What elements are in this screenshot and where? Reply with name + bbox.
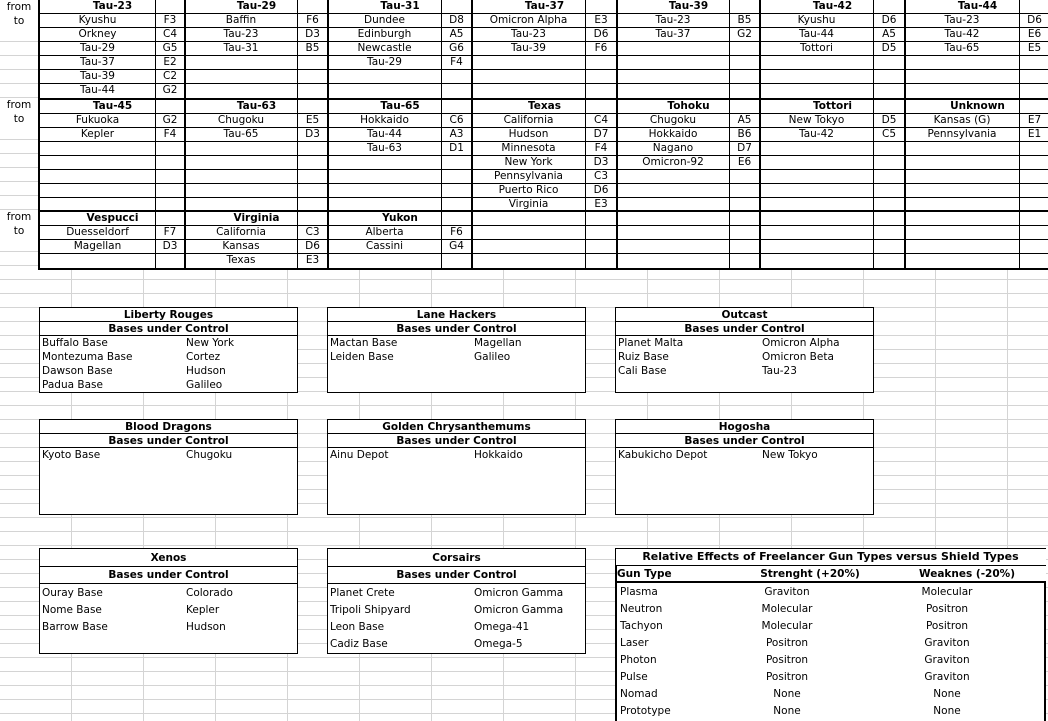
route-destination: Omicron-92	[642, 156, 704, 168]
route-destination: Omicron Alpha	[489, 14, 568, 26]
base-system: Galileo	[474, 351, 511, 363]
system-header: Virginia	[233, 212, 280, 224]
route-sector: G5	[162, 42, 178, 54]
route-destination: Baffin	[225, 14, 257, 26]
gun-strength: Molecular	[761, 603, 813, 615]
route-destination: Puerto Rico	[498, 184, 559, 196]
divider	[615, 581, 1046, 583]
route-sector: C4	[593, 114, 608, 126]
route-sector: B5	[737, 14, 752, 26]
base-system: Omicron Gamma	[474, 604, 564, 616]
gun-weakness: None	[933, 688, 961, 700]
route-destination: Texas	[226, 254, 256, 266]
route-destination: Magellan	[73, 240, 122, 252]
row-line	[40, 69, 1048, 70]
route-sector: G4	[449, 240, 464, 252]
route-sector: E5	[305, 114, 320, 126]
system-header: Tau-37	[524, 0, 565, 12]
divider	[40, 583, 297, 584]
route-destination: Tau-44	[799, 28, 834, 40]
base-name: Dawson Base	[42, 365, 113, 377]
base-name: Leon Base	[330, 621, 385, 633]
gun-table-header: Gun Type	[617, 568, 672, 580]
route-destination: Edinburgh	[357, 28, 412, 40]
route-destination: Tau-37	[655, 28, 691, 40]
route-sector: C6	[449, 114, 464, 126]
route-sector: D6	[1027, 14, 1042, 26]
route-destination: Tau-65	[223, 128, 259, 140]
gun-strength: None	[773, 688, 801, 700]
system-header: Tau-45	[92, 100, 133, 112]
gun-strength: Positron	[765, 654, 809, 666]
gun-strength: Molecular	[761, 620, 813, 632]
faction-box	[327, 548, 586, 654]
to-label: to	[0, 14, 38, 28]
gun-weakness: Graviton	[924, 637, 970, 649]
route-destination: Tau-44	[367, 128, 402, 140]
gun-type: Prototype	[620, 705, 671, 717]
route-destination: Virginia	[508, 198, 549, 210]
faction-name: Outcast	[721, 309, 768, 321]
faction-name: Hogosha	[718, 421, 771, 433]
base-system: Kepler	[186, 604, 220, 616]
route-sector: E6	[1027, 28, 1042, 40]
base-name: Cali Base	[618, 365, 667, 377]
system-header: Tohoku	[667, 100, 710, 112]
base-system: New Tokyo	[762, 449, 818, 461]
route-sector: D3	[162, 240, 178, 252]
gun-weakness: Positron	[925, 603, 969, 615]
route-destination: Pennsylvania	[494, 170, 563, 182]
route-group-2	[38, 98, 1048, 214]
base-name: Cadiz Base	[330, 638, 388, 650]
route-sector: F4	[450, 56, 463, 68]
route-sector: E6	[737, 156, 752, 168]
gun-table-title: Relative Effects of Freelancer Gun Types versus Shield Types	[642, 550, 1019, 563]
base-name: Montezuma Base	[42, 351, 133, 363]
faction-subtitle: Bases under Control	[108, 569, 229, 581]
route-sector: D3	[305, 128, 320, 140]
route-destination: Tau-23	[944, 14, 980, 26]
route-sector: E3	[594, 14, 608, 26]
divider	[615, 548, 1046, 549]
route-destination: Dundee	[364, 14, 405, 26]
route-destination: California	[503, 114, 554, 126]
base-system: Hudson	[186, 621, 226, 633]
faction-name: Corsairs	[432, 552, 481, 564]
base-system: New York	[186, 337, 235, 349]
route-destination: Chugoku	[649, 114, 697, 126]
system-header: Tau-65	[380, 100, 420, 112]
route-destination: Tau-42	[944, 28, 980, 40]
route-sector: D3	[593, 156, 609, 168]
divider	[40, 566, 297, 567]
row-line	[40, 55, 1048, 56]
route-destination: Tau-29	[367, 56, 402, 68]
route-sector: E3	[305, 254, 320, 266]
system-header: Tau-29	[236, 0, 277, 12]
route-destination: Tau-23	[223, 28, 259, 40]
system-header: Tau-63	[236, 100, 277, 112]
route-destination: Minnesota	[501, 142, 556, 154]
from-label: from	[0, 98, 38, 112]
route-destination: Nagano	[652, 142, 694, 154]
route-destination: Tau-29	[80, 42, 115, 54]
faction-subtitle: Bases under Control	[396, 569, 517, 581]
from-label: from	[0, 0, 38, 14]
route-sector: B5	[305, 42, 320, 54]
route-sector: A5	[882, 28, 896, 40]
base-system: Omega-41	[474, 621, 530, 633]
route-sector: F3	[163, 14, 177, 26]
faction-name: Lane Hackers	[416, 309, 497, 321]
route-sector: D6	[593, 184, 609, 196]
route-destination: Hokkaido	[648, 128, 698, 140]
divider	[328, 583, 585, 584]
system-header: Tottori	[812, 100, 852, 112]
route-destination: Tau-23	[511, 28, 546, 40]
base-system: Omicron Gamma	[474, 587, 564, 599]
route-sector: G2	[162, 84, 178, 96]
divider	[615, 548, 616, 565]
gun-type: Plasma	[620, 586, 658, 598]
route-sector: C4	[162, 28, 177, 40]
faction-subtitle: Bases under Control	[684, 435, 805, 447]
route-sector: G2	[737, 28, 752, 40]
faction-box	[327, 419, 586, 515]
gun-weakness: None	[933, 705, 961, 717]
route-sector: A5	[737, 114, 752, 126]
route-group-3	[38, 210, 1048, 270]
row-line	[40, 83, 1048, 84]
gun-weakness: Positron	[925, 620, 969, 632]
route-destination: Kepler	[80, 128, 115, 140]
route-destination: Hudson	[508, 128, 549, 140]
base-name: Ruiz Base	[618, 351, 669, 363]
route-sector: G6	[449, 42, 464, 54]
gun-strength: None	[773, 705, 801, 717]
route-sector: D3	[305, 28, 320, 40]
route-destination: Kyushu	[797, 14, 836, 26]
base-name: Kyoto Base	[42, 449, 101, 461]
base-system: Tau-23	[762, 365, 797, 377]
route-sector: D6	[305, 240, 320, 252]
system-header: Unknown	[950, 100, 1005, 112]
divider	[328, 566, 585, 567]
route-sector: E3	[594, 198, 608, 210]
system-header: Tau-23	[92, 0, 133, 12]
faction-box	[615, 307, 874, 393]
faction-name: Xenos	[150, 552, 187, 564]
route-sector: A5	[449, 28, 464, 40]
route-destination: Kansas (G)	[933, 114, 991, 126]
faction-subtitle: Bases under Control	[396, 323, 517, 335]
route-sector: F4	[594, 142, 608, 154]
system-header: Tau-44	[957, 0, 998, 12]
route-destination: Tau-39	[511, 42, 546, 54]
system-header: Vespucci	[86, 212, 139, 224]
base-system: Colorado	[186, 587, 233, 599]
route-destination: Tau-23	[655, 14, 691, 26]
to-label: to	[0, 112, 38, 126]
route-sector: D7	[593, 128, 609, 140]
route-sector: F6	[594, 42, 608, 54]
system-header: Texas	[528, 100, 561, 112]
faction-box	[615, 419, 874, 515]
faction-subtitle: Bases under Control	[108, 323, 229, 335]
route-destination: Tau-42	[799, 128, 834, 140]
base-system: Hudson	[186, 365, 226, 377]
faction-name: Blood Dragons	[125, 421, 212, 433]
base-system: Omicron Alpha	[762, 337, 840, 349]
route-sector: G2	[162, 114, 178, 126]
base-system: Hokkaido	[474, 449, 523, 461]
system-header	[760, 211, 905, 225]
route-sector: D1	[449, 142, 464, 154]
route-sector: F6	[450, 226, 463, 238]
route-sector: B6	[737, 128, 752, 140]
route-destination: Tau-44	[80, 84, 115, 96]
faction-box	[39, 307, 298, 393]
border-left	[615, 565, 617, 721]
route-sector: E5	[1027, 42, 1042, 54]
route-sector: E1	[1027, 128, 1042, 140]
gun-type: Pulse	[620, 671, 648, 683]
base-name: Buffalo Base	[42, 337, 108, 349]
route-destination: Pennsylvania	[927, 128, 997, 140]
base-system: Chugoku	[186, 449, 233, 461]
gun-weakness: Graviton	[924, 654, 970, 666]
base-system: Magellan	[474, 337, 522, 349]
system-header: Yukon	[382, 212, 418, 224]
base-name: Ouray Base	[42, 587, 103, 599]
border-right	[1044, 581, 1046, 721]
base-system: Galileo	[186, 379, 223, 391]
faction-box	[39, 548, 298, 654]
base-system: Omega-5	[474, 638, 523, 650]
route-sector: E2	[163, 56, 177, 68]
to-label: to	[0, 224, 38, 238]
base-name: Planet Malta	[618, 337, 684, 349]
route-sector: C3	[593, 170, 608, 182]
faction-subtitle: Bases under Control	[108, 435, 229, 447]
route-destination: Cassini	[365, 240, 404, 252]
route-destination: Orkney	[78, 28, 117, 40]
base-name: Kabukicho Depot	[618, 449, 708, 461]
route-destination: Tau-37	[80, 56, 115, 68]
route-sector: D5	[881, 114, 897, 126]
faction-subtitle: Bases under Control	[684, 323, 805, 335]
base-name: Leiden Base	[330, 351, 394, 363]
gun-type: Nomad	[620, 688, 658, 700]
route-sector: E7	[1027, 114, 1042, 126]
route-sector: D7	[737, 142, 752, 154]
route-destination: Tau-65	[944, 42, 980, 54]
route-destination: Tottori	[800, 42, 833, 54]
system-header	[617, 211, 760, 225]
gun-type: Tachyon	[620, 620, 663, 632]
base-name: Barrow Base	[42, 621, 108, 633]
route-sector: D5	[881, 42, 897, 54]
gun-table-header: Strenght (+20%)	[760, 568, 860, 580]
route-destination: Tau-39	[80, 70, 115, 82]
gun-weakness: Molecular	[921, 586, 973, 598]
system-header	[905, 211, 1048, 225]
route-sector: D6	[593, 28, 609, 40]
gun-strength: Graviton	[764, 586, 810, 598]
route-destination: Tau-63	[367, 142, 402, 154]
from-label: from	[0, 210, 38, 224]
route-destination: Alberta	[365, 226, 404, 238]
route-destination: Duesseldorf	[66, 226, 129, 238]
system-header: Tau-39	[668, 0, 709, 12]
gun-type: Neutron	[620, 603, 663, 615]
route-sector: D8	[449, 14, 464, 26]
route-sector: F7	[163, 226, 177, 238]
gun-type: Laser	[620, 637, 649, 649]
route-destination: Tau-31	[223, 42, 259, 54]
route-destination: California	[216, 226, 266, 238]
base-name: Mactan Base	[330, 337, 398, 349]
route-destination: Kyushu	[78, 14, 117, 26]
route-sector: C2	[162, 70, 177, 82]
faction-name: Liberty Rouges	[123, 309, 214, 321]
divider	[615, 565, 1046, 566]
system-header: Tau-42	[812, 0, 853, 12]
system-header: Tau-31	[380, 0, 420, 12]
route-destination: Kansas	[222, 240, 260, 252]
base-name: Nome Base	[42, 604, 102, 616]
route-destination: New York	[504, 156, 553, 168]
route-destination: Newcastle	[357, 42, 412, 54]
gun-type: Photon	[620, 654, 657, 666]
route-destination: New Tokyo	[788, 114, 845, 126]
system-header	[472, 211, 617, 225]
route-destination: Fukuoka	[75, 114, 120, 126]
route-destination: Hokkaido	[360, 114, 409, 126]
base-name: Ainu Depot	[330, 449, 389, 461]
route-sector: C3	[305, 226, 320, 238]
base-name: Padua Base	[42, 379, 103, 391]
faction-subtitle: Bases under Control	[396, 435, 517, 447]
base-name: Tripoli Shipyard	[330, 604, 411, 616]
route-sector: C5	[881, 128, 896, 140]
route-sector: A3	[449, 128, 464, 140]
base-system: Omicron Beta	[762, 351, 834, 363]
gun-weakness: Graviton	[924, 671, 970, 683]
faction-box	[327, 307, 586, 393]
gun-strength: Positron	[765, 671, 809, 683]
gun-strength: Positron	[765, 637, 809, 649]
faction-name: Golden Chrysanthemums	[382, 421, 531, 433]
route-sector: F4	[163, 128, 177, 140]
route-sector: D6	[881, 14, 897, 26]
route-destination: Chugoku	[217, 114, 265, 126]
base-name: Planet Crete	[330, 587, 395, 599]
route-sector: F6	[306, 14, 319, 26]
route-group-1	[38, 0, 1048, 100]
gun-table-box	[615, 548, 1046, 721]
faction-box	[39, 419, 298, 515]
base-system: Cortez	[186, 351, 221, 363]
gun-table-header: Weaknes (-20%)	[919, 568, 1015, 580]
